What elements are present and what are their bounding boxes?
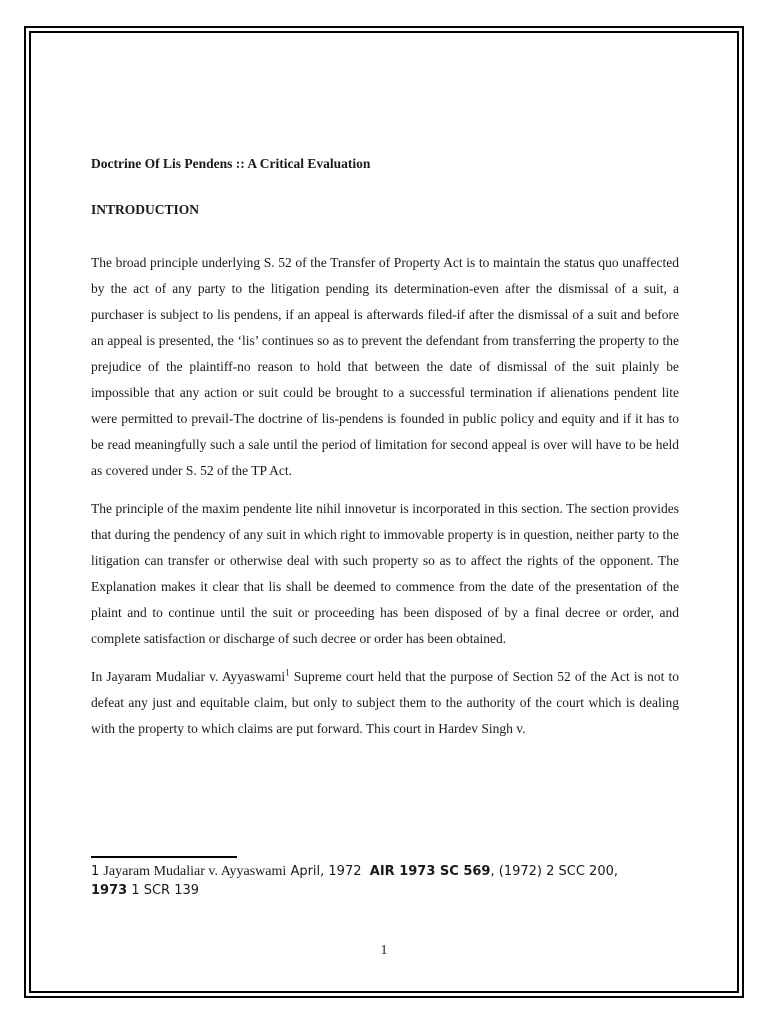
paragraph-3 [91,664,679,742]
paragraph-2: The principle of the maxim pendente lite nihil innovetur is incorporated in this section. The section provides that during the pendency of any suit in which right to immovable property is in question, neither party to the litigation can transfer or otherwise deal with such property so as to affect the rights of the opponent. The Explanation makes it clear that lis shall be deemed to commence from the date of the presentation of the plaint and to continue until the suit or proceeding has been disposed of by a final decree or order, and complete satisfaction or discharge of such decree or order has been obtained. [91,501,679,646]
footnote [91,862,681,900]
footnote-scr: 1 SCR 139 [131,883,200,898]
paragraph-1: The broad principle underlying S. 52 of the Transfer of Property Act is to maintain the status quo unaffected by the act of any party to the litigation pending its determination-even after the dismissal of a suit, a purchaser is subject to lis pendens, if an appeal is afterwards filed-if after the dismissal of a suit and before an appeal is presented, the ‘lis’ continues so as to prevent the defendant from transferring the property to the prejudice of the plaintiff-no reason to hold that between the date of dismissal of the suit plainly be impossible that any action or suit could be brought to a successful termination if alienations pendent lite were permitted to prevail-The doctrine of lis-pendens is founded in public policy and equity and if it has to be read meaningfully such a sale until the period of limitation for second appeal is over will have to be held as covered under S. 52 of the TP Act. [91,255,679,478]
footnote-case-name: Jayaram Mudaliar v. Ayyaswami [103,864,287,879]
footnote-separator [91,856,237,858]
footnote-year: 1973 [91,883,128,898]
paragraph-3-lead: In Jayaram Mudaliar v. Ayyaswami [91,669,286,684]
paragraph-3-body: Supreme court held that the purpose of Section 52 of the Act is not to defeat any just and equitable claim, but only to subject them to the authority of the court which is dealing with the property to which claims are put forward. This court in Hardev Singh v. [91,669,679,736]
document-title: Doctrine Of Lis Pendens :: A Critical Evaluation [91,156,371,171]
footnote-number: 1 [91,864,100,879]
footnote-date: April, 1972 [290,864,362,879]
page-number: 1 [380,942,388,957]
footnote-citation-scc: , (1972) 2 SCC 200, [490,864,618,879]
document-body [91,150,679,742]
section-heading: INTRODUCTION [91,202,200,217]
footnote-citation-air: AIR 1973 SC 569 [369,864,491,879]
footnote-reference[interactable]: 1 [285,667,290,678]
